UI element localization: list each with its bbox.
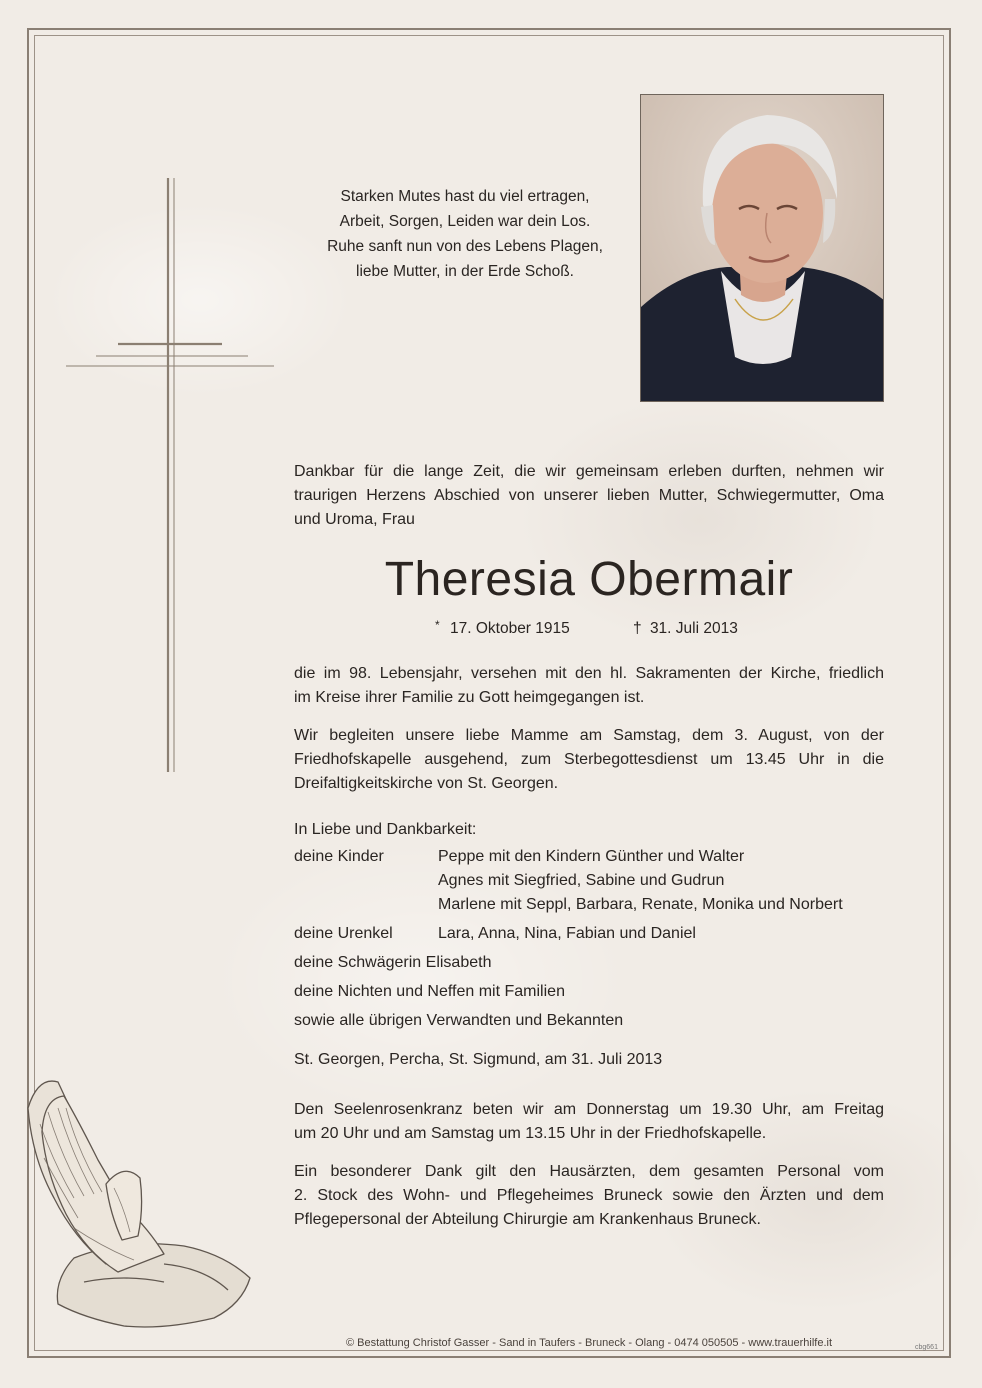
- thanks-line: Ein besonderer Dank gilt den Hausärzten, dem gesamten Personal vom: [294, 1163, 884, 1180]
- children-line: Marlene mit Seppl, Barbara, Renate, Monika und Norbert: [438, 896, 843, 913]
- greatgrand-label: deine Urenkel: [294, 925, 393, 942]
- footer-credit: © Bestattung Christof Gasser - Sand in Taufers - Bruneck - Olang - 0474 050505 - www.trauerhilfe.it: [345, 1337, 833, 1349]
- children-line: Agnes mit Siegfried, Sabine und Gudrun: [438, 872, 725, 889]
- passing-paragraph: [294, 662, 884, 710]
- birth-date-text: 17. Oktober 1915: [449, 620, 570, 637]
- death-date-text: 31. Juli 2013: [649, 620, 738, 637]
- funeral-line: Wir begleiten unsere liebe Mamme am Samstag, dem 3. August, von der: [294, 727, 884, 744]
- portrait-photo: [640, 94, 884, 402]
- poem-line: Ruhe sanft nun von des Lebens Plagen,: [327, 238, 603, 255]
- passing-line: die im 98. Lebensjahr, versehen mit den hl. Sakramenten der Kirche, friedlich: [294, 665, 884, 682]
- cross-icon: [60, 170, 290, 780]
- nieces-nephews: deine Nichten und Neffen mit Familien: [294, 983, 565, 1000]
- children-line: Peppe mit den Kindern Günther und Walter: [438, 848, 745, 865]
- poem-line: liebe Mutter, in der Erde Schoß.: [356, 263, 574, 280]
- place-date-text: St. Georgen, Percha, St. Sigmund, am 31. Juli 2013: [294, 1051, 663, 1068]
- deceased-name: Theresia Obermair: [384, 553, 794, 606]
- intro-line: Dankbar für die lange Zeit, die wir gemeinsam erleben durften, nehmen wir: [294, 463, 884, 480]
- relatives: sowie alle übrigen Verwandten und Bekannten: [294, 1012, 624, 1029]
- thanks-paragraph: [294, 1160, 884, 1232]
- intro-line: traurigen Herzens Abschied von unserer lieben Mutter, Schwiegermutter, Oma: [294, 487, 884, 504]
- children-label: deine Kinder: [294, 848, 384, 865]
- birth-symbol: *: [435, 618, 440, 632]
- place-date: [294, 1048, 884, 1072]
- poem-line: Arbeit, Sorgen, Leiden war dein Los.: [339, 213, 591, 230]
- intro-paragraph: [294, 460, 884, 532]
- rosary-paragraph: [294, 1098, 884, 1146]
- birth-date: [435, 620, 570, 638]
- poem-line: Starken Mutes hast du viel ertragen,: [340, 188, 590, 205]
- rosary-line: Den Seelenrosenkranz beten wir am Donnerstag um 19.30 Uhr, am Freitag: [294, 1101, 884, 1118]
- mourners-heading: In Liebe und Dankbarkeit:: [294, 821, 477, 838]
- death-symbol: †: [633, 620, 642, 637]
- thanks-line: Pflegepersonal der Abteilung Chirurgie am Krankenhaus Bruneck.: [294, 1211, 761, 1228]
- greatgrand-names: Lara, Anna, Nina, Fabian und Daniel: [438, 925, 696, 942]
- rosary-line: um 20 Uhr und am Samstag um 13.15 Uhr in der Friedhofskapelle.: [294, 1125, 767, 1142]
- poem: [300, 184, 630, 284]
- document-code: cbg661: [915, 1344, 938, 1351]
- intro-line: und Uroma, Frau: [294, 511, 415, 528]
- sister-in-law: deine Schwägerin Elisabeth: [294, 954, 492, 971]
- praying-hands-icon: [14, 1068, 254, 1340]
- passing-line: im Kreise ihrer Familie zu Gott heimgegangen ist.: [294, 689, 645, 706]
- funeral-line: Dreifaltigkeitskirche von St. Georgen.: [294, 775, 559, 792]
- funeral-line: Friedhofskapelle ausgehend, zum Sterbegottesdienst um 13.45 Uhr in die: [294, 751, 884, 768]
- funeral-paragraph: [294, 724, 884, 796]
- death-date: [633, 620, 738, 638]
- thanks-line: 2. Stock des Wohn- und Pflegeheimes Bruneck sowie den Ärzten und dem: [294, 1187, 884, 1204]
